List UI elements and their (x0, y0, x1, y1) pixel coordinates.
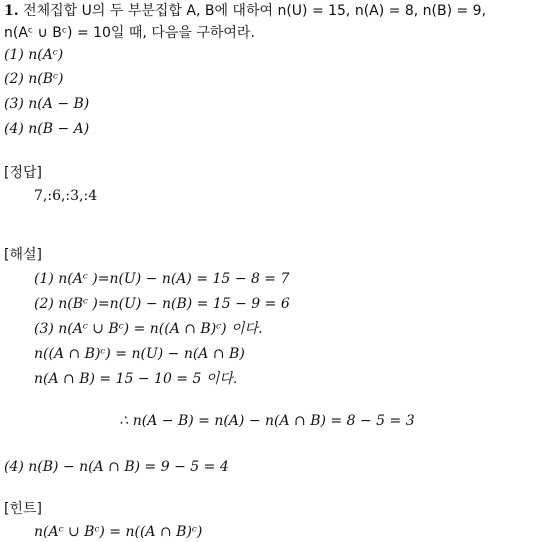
explanation-line-4: n((A ∩ B)ᶜ) = n(U) − n(A ∩ B) (34, 346, 245, 362)
problem-line-1 (4, 2, 486, 20)
problem-item-3: (3) n(A − B) (4, 96, 90, 112)
hint-text: n(Aᶜ ∪ Bᶜ) = n((A ∩ B)ᶜ) (34, 524, 203, 540)
explanation-line-5: n(A ∩ B) = 15 − 10 = 5 이다. (34, 371, 238, 387)
explanation-line-2: (2) n(Bᶜ )=n(U) − n(B) = 15 − 9 = 6 (34, 296, 290, 312)
problem-number: 1. (4, 3, 19, 19)
explanation-item-4: (4) n(B) − n(A ∩ B) = 9 − 5 = 4 (4, 459, 229, 475)
explanation-heading: [해설] (4, 247, 42, 263)
answer-text: 7,:6,:3,:4 (34, 188, 98, 204)
problem-item-1: (1) n(Aᶜ) (4, 47, 64, 63)
problem-item-2: (2) n(Bᶜ) (4, 71, 64, 87)
problem-statement-line-1: 전체집합 U의 두 부분집합 A, B에 대하여 n(U) = 15, n(A) = 8, n(B) = 9, (23, 3, 487, 19)
hint-heading: [힌트] (4, 501, 42, 517)
problem-statement-line-2: n(Aᶜ ∪ Bᶜ) = 10일 때, 다음을 구하여라. (4, 25, 255, 41)
explanation-line-1: (1) n(Aᶜ )=n(U) − n(A) = 15 − 8 = 7 (34, 271, 290, 287)
problem-item-4: (4) n(B − A) (4, 121, 90, 137)
explanation-conclusion: ∴ n(A − B) = n(A) − n(A ∩ B) = 8 − 5 = 3 (119, 413, 415, 429)
answer-heading: [정답] (4, 165, 42, 181)
explanation-line-3: (3) n(Aᶜ ∪ Bᶜ) = n((A ∩ B)ᶜ) 이다. (34, 321, 263, 337)
